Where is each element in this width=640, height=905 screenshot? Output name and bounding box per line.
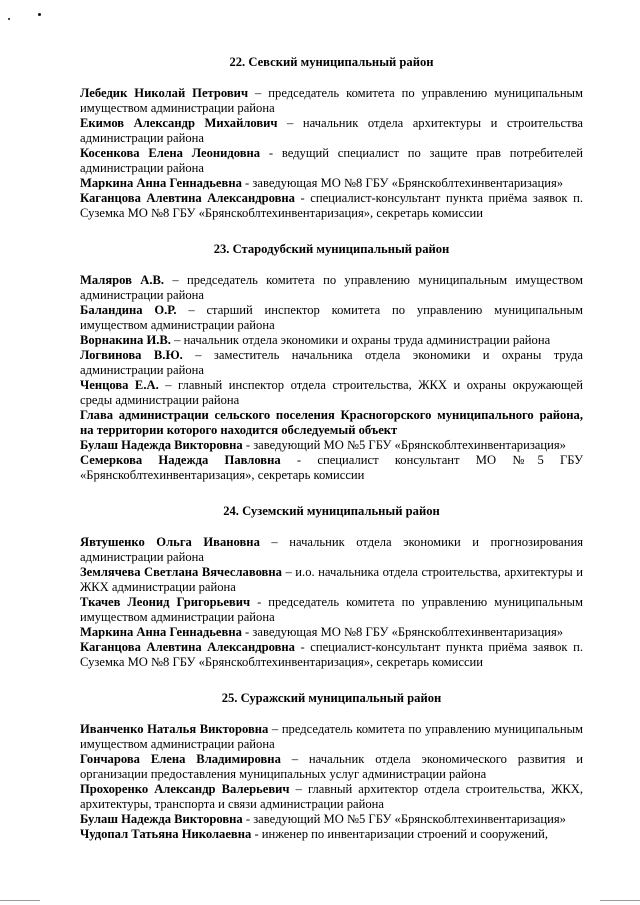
member-role: – заместитель начальника отдела экономики и охраны труда администрации района	[80, 348, 583, 377]
member-name: Маркина Анна Геннадьевна	[80, 176, 242, 190]
member-name: Каганцова Алевтина Александровна	[80, 640, 295, 654]
commission-member-entry	[80, 303, 583, 333]
commission-member-entry	[80, 333, 583, 348]
commission-member-entry	[80, 116, 583, 146]
member-role: - инженер по инвентаризации строений и сооружений,	[251, 827, 549, 841]
member-role: – старший инспектор комитета по управлению муниципальным имуществом администрации района	[80, 303, 583, 332]
member-role: – и.о. начальника отдела строительства, архитектуры и ЖКХ администрации района	[80, 565, 584, 594]
member-role: – начальник отдела экономического развития и организации предоставления муниципальных услуг администрации района	[80, 752, 583, 781]
scan-edge-line	[600, 900, 640, 901]
member-name: Ткачев Леонид Григорьевич	[80, 595, 251, 609]
commission-member-entry	[80, 176, 583, 191]
member-role: - ведущий специалист по защите прав потребителей администрации района	[80, 146, 583, 175]
member-name: Семеркова Надежда Павловна	[80, 453, 281, 467]
commission-member-entry	[80, 146, 583, 176]
member-role: - специалист-консультант пункта приёма заявок п. Суземка МО №8 ГБУ «Брянскоблтехинвентаризация», секретарь комиссии	[80, 191, 583, 220]
member-name: Землячева Светлана Вячеславовна	[80, 565, 282, 579]
member-role: – начальник отдела экономики и прогнозирования администрации района	[80, 535, 583, 564]
member-name: Логвинова В.Ю.	[80, 348, 183, 362]
scan-edge-line	[0, 900, 40, 901]
commission-member-entry	[80, 348, 583, 378]
member-role: – председатель комитета по управлению муниципальным имуществом администрации района	[80, 722, 583, 751]
commission-member-entry	[80, 827, 583, 842]
commission-member-entry	[80, 378, 583, 408]
commission-member-entry	[80, 535, 583, 565]
member-name: Гончарова Елена Владимировна	[80, 752, 281, 766]
commission-member-entry	[80, 86, 583, 116]
member-role: - заведующий МО №5 ГБУ «Брянскоблтехинвентаризация»	[242, 438, 566, 452]
member-name: Чудопал Татьяна Николаевна	[80, 827, 252, 841]
commission-member-entry	[80, 565, 583, 595]
member-role: – начальник отдела экономики и охраны труда администрации района	[170, 333, 551, 347]
member-name: Булаш Надежда Викторовна	[80, 438, 243, 452]
commission-member-entry	[80, 408, 583, 438]
section-heading: 24. Суземский муниципальный район	[223, 504, 440, 518]
commission-member-entry	[80, 273, 583, 303]
member-role: - председатель комитета по управлению муниципальным имуществом администрации района	[80, 595, 583, 624]
member-role: – председатель комитета по управлению муниципальным имуществом администрации района	[80, 86, 583, 115]
document-body	[80, 55, 583, 842]
member-name: Баландина О.Р.	[80, 303, 177, 317]
member-role: - специалист-консультант пункта приёма заявок п. Суземка МО №8 ГБУ «Брянскоблтехинвентаризация», секретарь комиссии	[80, 640, 583, 669]
member-name: Глава администрации сельского поселения Красногорского муниципального района, на территории которого находится обследуемый объект	[80, 408, 583, 437]
member-name: Булаш Надежда Викторовна	[80, 812, 243, 826]
member-role: – председатель комитета по управлению муниципальным имуществом администрации района	[80, 273, 583, 302]
member-role: – главный инспектор отдела строительства, ЖКХ и охраны окружающей среды администрации района	[80, 378, 583, 407]
member-name: Маляров А.В.	[80, 273, 165, 287]
member-role: - специалист консультант МО №5 ГБУ «Брянскоблтехинвентаризация», секретарь комиссии	[80, 453, 583, 482]
commission-member-entry	[80, 191, 583, 221]
member-role: – главный архитектор отдела строительства, ЖКХ, архитектуры, транспорта и связи администрации района	[80, 782, 583, 811]
member-name: Ченцова Е.А.	[80, 378, 159, 392]
commission-member-entry	[80, 438, 583, 453]
member-name: Иванченко Наталья Викторовна	[80, 722, 269, 736]
commission-member-entry	[80, 595, 583, 625]
member-name: Прохоренко Александр Валерьевич	[80, 782, 290, 796]
section-heading: 23. Стародубский муниципальный район	[213, 242, 450, 256]
member-name: Маркина Анна Геннадьевна	[80, 625, 242, 639]
commission-member-entry	[80, 812, 583, 827]
member-name: Лебедик Николай Петрович	[80, 86, 249, 100]
commission-member-entry	[80, 722, 583, 752]
commission-member-entry	[80, 752, 583, 782]
member-role: – начальник отдела архитектуры и строительства администрации района	[80, 116, 583, 145]
member-name: Явтушенко Ольга Ивановна	[80, 535, 260, 549]
scan-speck	[8, 18, 10, 20]
commission-member-entry	[80, 453, 583, 483]
member-name: Екимов Александр Михайлович	[80, 116, 278, 130]
member-name: Ворнакина И.В.	[80, 333, 171, 347]
member-role: - заведующая МО №8 ГБУ «Брянскоблтехинвентаризация»	[241, 176, 564, 190]
commission-member-entry	[80, 640, 583, 670]
section-heading: 25. Суражский муниципальный район	[221, 691, 442, 705]
commission-member-entry	[80, 625, 583, 640]
scan-speck	[38, 13, 41, 16]
commission-member-entry	[80, 782, 583, 812]
member-role: - заведующий МО №5 ГБУ «Брянскоблтехинвентаризация»	[242, 812, 566, 826]
member-name: Косенкова Елена Леонидовна	[80, 146, 261, 160]
member-role: - заведующая МО №8 ГБУ «Брянскоблтехинвентаризация»	[241, 625, 564, 639]
section-heading: 22. Севский муниципальный район	[229, 55, 434, 69]
member-name: Каганцова Алевтина Александровна	[80, 191, 295, 205]
